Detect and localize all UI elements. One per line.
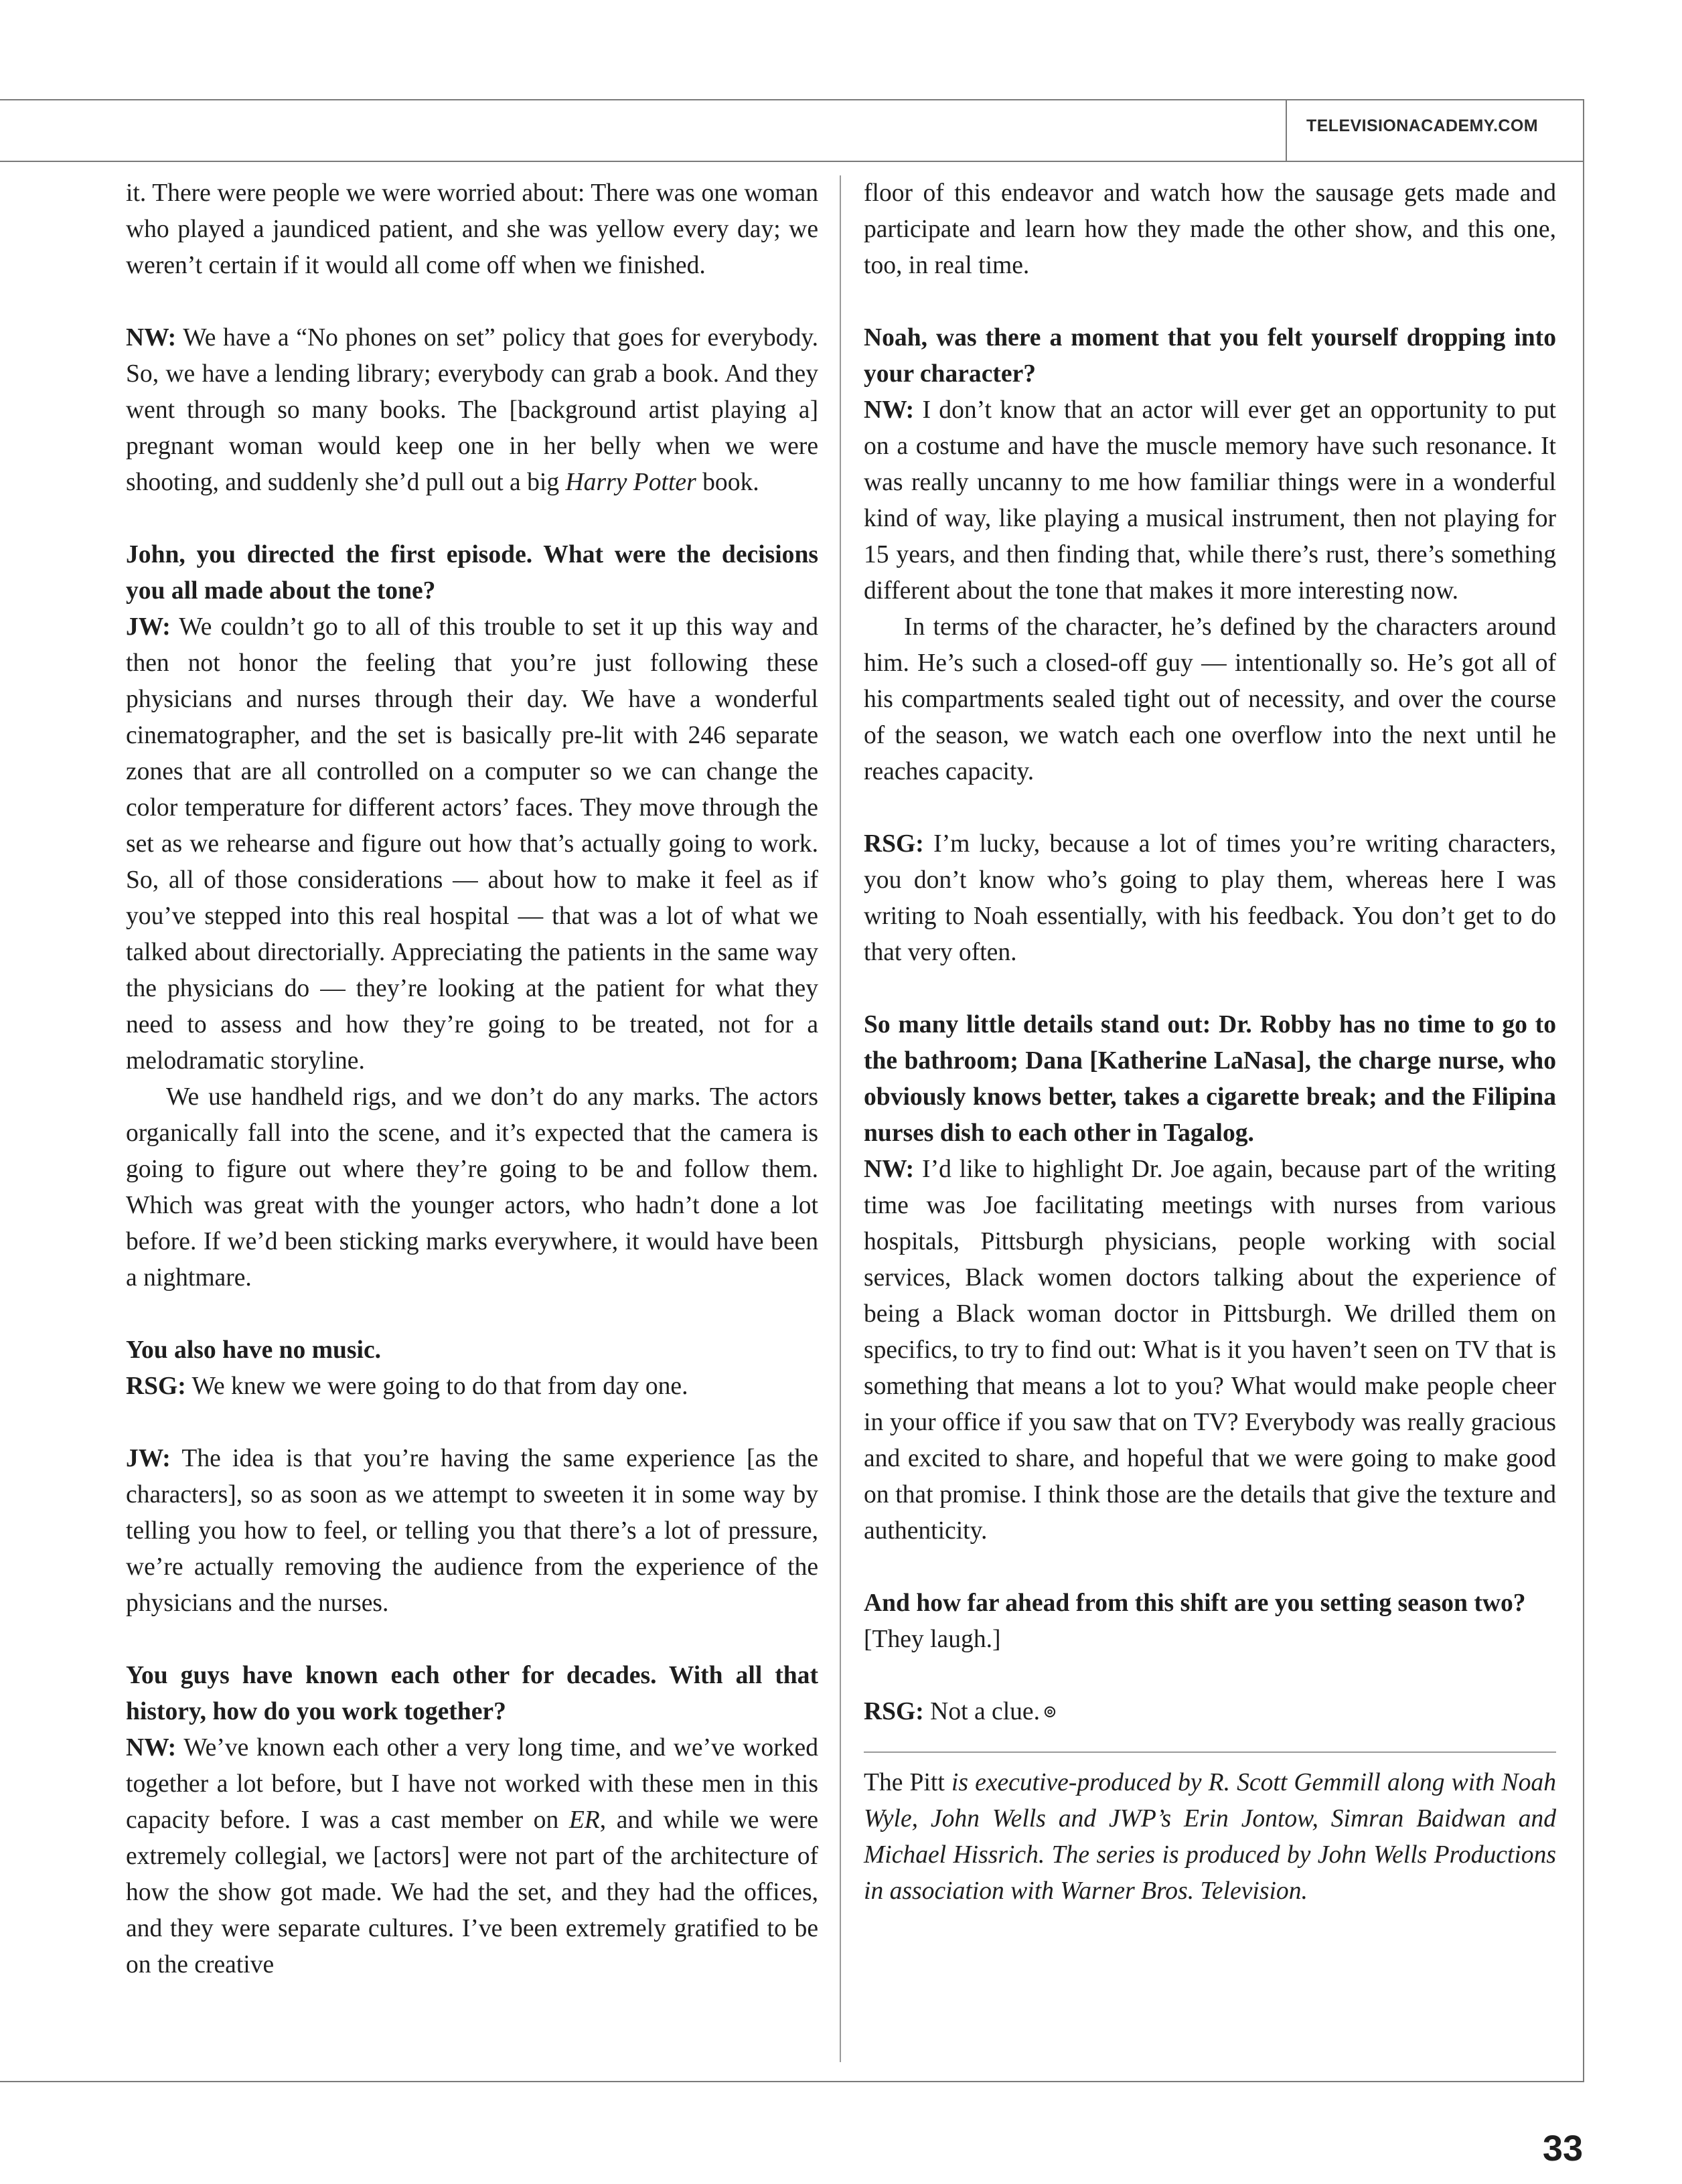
speaker-label: NW: (864, 396, 915, 424)
credit-note: The Pitt is executive-produced by R. Scott Gemmill along with Noah Wyle, John Wells and JWP’s Erin Jontow, Simran Baidwan and Michael Hissrich. The series is produced by John Wells Productions in association with Warner Bros. Television. (864, 1769, 1556, 1905)
site-url: TELEVISIONACADEMY.COM (1306, 116, 1538, 135)
speaker-label: RSG: (864, 830, 924, 858)
question-block: John, you directed the first episode. What were the decisions you all made about the tone? JW: We couldn’t go to all of this trouble to set it up this way and then not honor the feeling that you’re just following these physicians and nurses through their day. We have a wonderful cinematographer, and the set is basically pre-lit with 246 separate zones that are all controlled on a computer so we can change the color temperature for different actors’ faces. They move through the set as we rehearse and figure out how that’s actually going to work. So, all of those considerations — about how to make it feel as if you’ve stepped into this real hospital — that was a lot of what we talked about directorially. Appreciating the patients in the same way the physicians do — they’re looking at the patient for what they need to assess and how they’re going to be treated, not for a melodramatic storyline. (126, 537, 818, 1079)
paragraph: We use handheld rigs, and we don’t do any marks. The actors organically fall into the scene, and it’s expected that the camera is going to figure out where they’re going to be and follow them. Which was great with the younger actors, who hadn’t done a lot before. If we’d been sticking marks everywhere, it would have been a nightmare. (126, 1083, 818, 1292)
paragraph: In terms of the character, he’s defined by the characters around him. He’s such a closed-off guy — intentionally so. He’s got all of his compartments sealed tight out of necessity, and over the course of the season, we watch each one overflow into the next until he reaches capacity. (864, 613, 1556, 785)
speaker-label: JW: (126, 613, 171, 641)
column-divider (840, 175, 841, 2062)
question: Noah, was there a moment that you felt yourself dropping into your character? (864, 324, 1556, 388)
speaker-label: RSG: (126, 1373, 186, 1400)
question-block: You guys have known each other for decades. With all that history, how do you work together? NW: We’ve known each other a very long time, and we’ve worked together a lot before, but I have not worked with these men in this capacity before. I was a cast member on ER, and while we were extremely collegial, we [actors] were not part of the architecture of how the show got made. We had the set, and they had the offices, and they were separate cultures. I’ve been extremely gratified to be on the creative (126, 1658, 818, 1983)
credit-divider (864, 1751, 1556, 1753)
header-divider (1286, 99, 1287, 162)
left-column (126, 175, 818, 1983)
question: You also have no music. (126, 1336, 382, 1364)
paragraph: NW: We have a “No phones on set” policy that goes for everybody. So, we have a lending library; everybody can grab a book. And they went through so many books. The [background artist playing a] pregnant woman would keep one in her belly when we were shooting, and suddenly she’d pull out a big Harry Potter book. (126, 324, 818, 496)
end-mark-icon: ⊚ (1043, 1702, 1057, 1721)
footer-rule (0, 2081, 1584, 2082)
right-column (864, 175, 1556, 1909)
question: And how far ahead from this shift are you setting season two? (864, 1589, 1526, 1617)
speaker-label: NW: (126, 324, 177, 352)
question-block: And how far ahead from this shift are you setting season two? [They laugh.] (864, 1585, 1556, 1658)
page-frame-right (1583, 99, 1584, 2082)
speaker-label: RSG: (864, 1698, 924, 1725)
paragraph: JW: The idea is that you’re having the same experience [as the characters], so as soon as we attempt to sweeten it in some way by telling you how to feel, or telling you that there’s a lot of pressure, we’re actually removing the audience from the experience of the physicians and the nurses. (126, 1445, 818, 1617)
speaker-label: NW: (126, 1734, 177, 1762)
book-title: Harry Potter (565, 469, 696, 496)
question: John, you directed the first episode. What were the decisions you all made about the tone? (126, 541, 818, 605)
question: You guys have known each other for decades. With all that history, how do you work together? (126, 1662, 818, 1725)
question-block: So many little details stand out: Dr. Robby has no time to go to the bathroom; Dana [Katherine LaNasa], the charge nurse, who obviously knows better, takes a cigarette break; and the Filipina nurses dish to each other in Tagalog. NW: I’d like to highlight Dr. Joe again, because part of the writing time was Joe facilitating meetings with nurses from various hospitals, Pittsburgh physicians, people working with social services, Black women doctors talking about the experience of being a Black woman doctor in Pittsburgh. We drilled them on specifics, to try to find out: What is it you haven’t seen on TV that is something that means a lot to you? What would make people cheer in your office if you saw that on TV? Everybody was really gracious and excited to share, and hopeful that we were going to make good on that promise. I think those are the details that give the texture and authenticity. (864, 1007, 1556, 1549)
paragraph: RSG: Not a clue. ⊚ (864, 1698, 1057, 1725)
header-bottom-rule (0, 161, 1584, 162)
question-block: Noah, was there a moment that you felt yourself dropping into your character? NW: I don’t know that an actor will ever get an opportunity to put on a costume and have the muscle memory have such resonance. It was really uncanny to me how familiar things were in a wonderful kind of way, like playing a musical instrument, then not playing for 15 years, and then finding that, while there’s rust, there’s something different about the tone that makes it more interesting now. (864, 320, 1556, 609)
show-title: ER (568, 1806, 600, 1834)
paragraph: floor of this endeavor and watch how the sausage gets made and participate and learn how they made the other show, and this one, too, in real time. (864, 179, 1556, 279)
speaker-label: NW: (864, 1156, 915, 1183)
page-number: 33 (1542, 2128, 1583, 2169)
paragraph: it. There were people we were worried about: There was one woman who played a jaundiced patient, and she was yellow every day; we weren’t certain if it would all come off when we finished. (126, 179, 818, 279)
speaker-label: JW: (126, 1445, 171, 1472)
question: So many little details stand out: Dr. Robby has no time to go to the bathroom; Dana [Katherine LaNasa], the charge nurse, who obviously knows better, takes a cigarette break; and the Filipina nurses dish to each other in Tagalog. (864, 1011, 1556, 1147)
credit-show-title: The Pitt (864, 1769, 945, 1796)
question-block: You also have no music. RSG: We knew we were going to do that from day one. (126, 1332, 818, 1405)
paragraph: RSG: I’m lucky, because a lot of times you’re writing characters, you don’t know who’s going to play them, whereas here I was writing to Noah essentially, with his feedback. You don’t get to do that very often. (864, 830, 1556, 966)
header-top-rule (0, 99, 1584, 100)
